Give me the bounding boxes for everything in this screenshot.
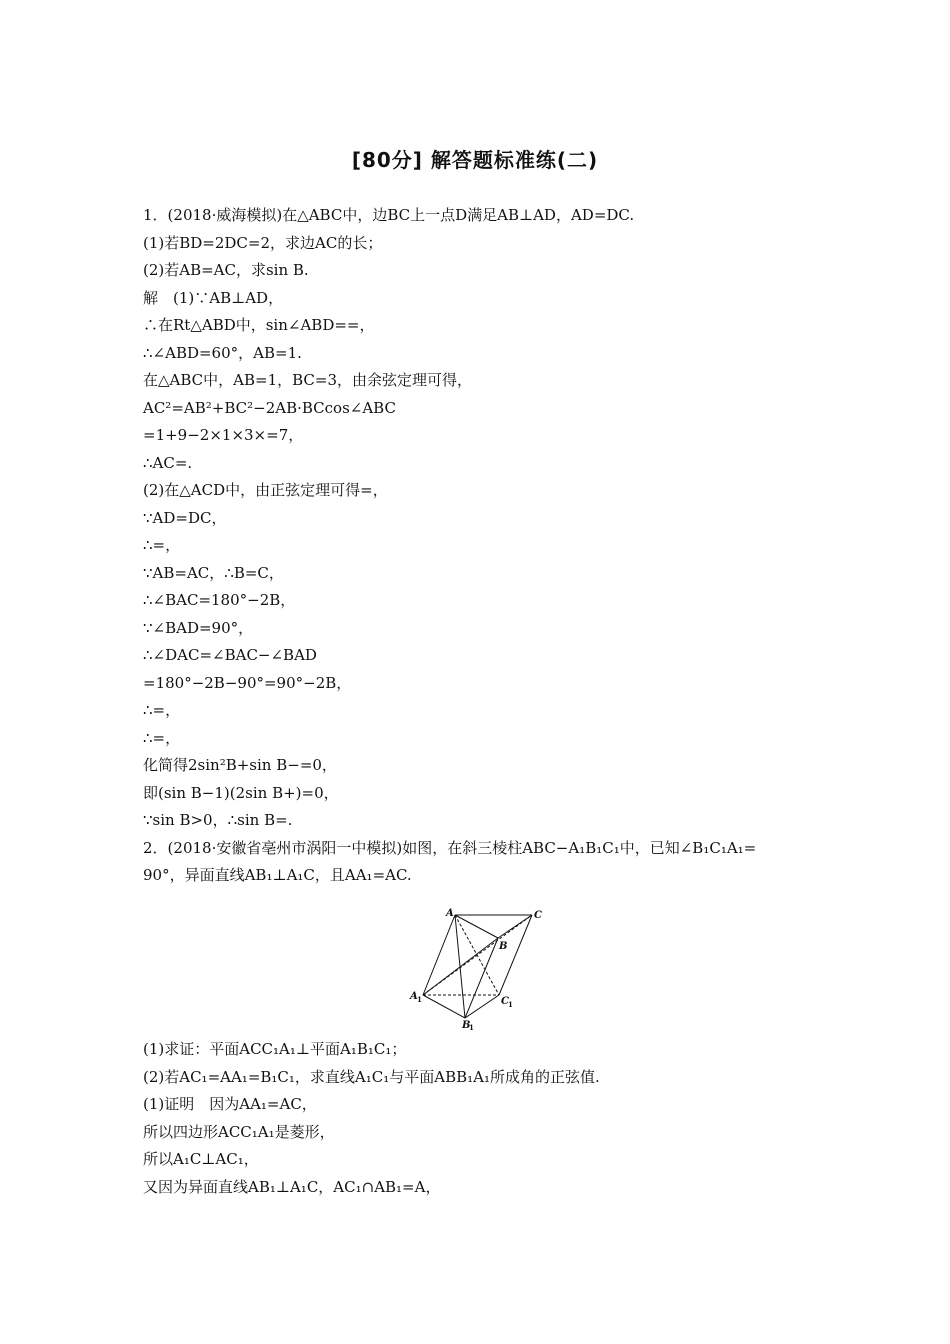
text-line: 90°，异面直线AB₁⊥A₁C，且AA₁=AC.: [143, 866, 412, 884]
text-line: ∴=，: [143, 701, 181, 719]
text-line: ∴∠DAC=∠BAC−∠BAD: [143, 646, 317, 664]
text-line: ∴在Rt△ABD中，sin∠ABD==，: [143, 316, 375, 334]
text-line: 即(sin B−1)(2sin B+)=0，: [143, 783, 339, 802]
edge-A-B: [455, 915, 498, 938]
text-line: 2．(2018·安徽省亳州市涡阳一中模拟)如图，在斜三棱柱ABC−A₁B₁C₁中，已知∠B₁C₁A₁=: [143, 838, 757, 857]
text-line: ∵AD=DC，: [143, 508, 227, 527]
text-line: 解 (1)∵AB⊥AD，: [143, 288, 284, 307]
text-line: =180°−2B−90°=90°−2B，: [143, 673, 352, 692]
text-line: =1+9−2×1×3×=7，: [143, 426, 304, 444]
problem-text-block: [143, 202, 823, 890]
text-line: 在△ABC中，AB=1，BC=3，由余弦定理可得，: [143, 371, 473, 389]
page-title: [80分] 解答题标准练(二): [351, 148, 599, 172]
text-line: (2)若AC₁=AA₁=B₁C₁，求直线A₁C₁与平面ABB₁A₁所成角的正弦值.: [143, 1067, 600, 1086]
text-line: (1)求证：平面ACC₁A₁⊥平面A₁B₁C₁；: [143, 1040, 407, 1058]
text-line: (1)若BD=2DC=2，求边AC的长；: [143, 233, 383, 252]
text-line: (2)若AB=AC，求sin B.: [143, 261, 309, 279]
text-line: 又因为异面直线AB₁⊥A₁C，AC₁∩AB₁=A，: [143, 1177, 441, 1196]
text-line: ∵AB=AC，∴B=C，: [143, 563, 284, 582]
label-C: C: [534, 910, 542, 921]
edge-C-C1: [499, 915, 532, 995]
text-line: ∴=，: [143, 728, 181, 747]
label-B: B: [499, 941, 508, 952]
label-B1: B: [462, 1020, 471, 1030]
text-line: 1．(2018·威海模拟)在△ABC中，边BC上一点D满足AB⊥AD，AD=DC.: [143, 206, 635, 224]
solution-text-block: [143, 1036, 823, 1201]
label-A1: A: [410, 991, 418, 1002]
label-C1: C: [501, 996, 509, 1007]
label-B1-sub: 1: [469, 1023, 474, 1030]
label-A: A: [446, 908, 454, 919]
text-line: 化简得2sin²B+sin B−=0，: [143, 756, 337, 774]
prism-figure: [405, 905, 555, 1030]
text-line: ∴∠BAC=180°−2B，: [143, 591, 296, 609]
label-C1-sub: 1: [508, 1000, 513, 1009]
label-A1-sub: 1: [417, 995, 422, 1004]
text-line: ∴=，: [143, 536, 181, 554]
text-line: ∴AC=.: [143, 453, 193, 472]
text-line: ∵sin B>0，∴sin B=.: [143, 811, 293, 829]
text-line: 所以四边形ACC₁A₁是菱形，: [143, 1122, 335, 1141]
text-line: 所以A₁C⊥AC₁，: [143, 1150, 259, 1168]
text-line: (1)证明 因为AA₁=AC，: [143, 1095, 317, 1113]
text-line: (2)在△ACD中，由正弦定理可得=，: [143, 481, 388, 499]
edge-A1-B1: [423, 995, 465, 1018]
text-line: ∴∠ABD=60°，AB=1.: [143, 343, 302, 362]
text-line: AC²=AB²+BC²−2AB·BCcos∠ABC: [143, 398, 396, 417]
text-line: ∵∠BAD=90°，: [143, 618, 254, 637]
